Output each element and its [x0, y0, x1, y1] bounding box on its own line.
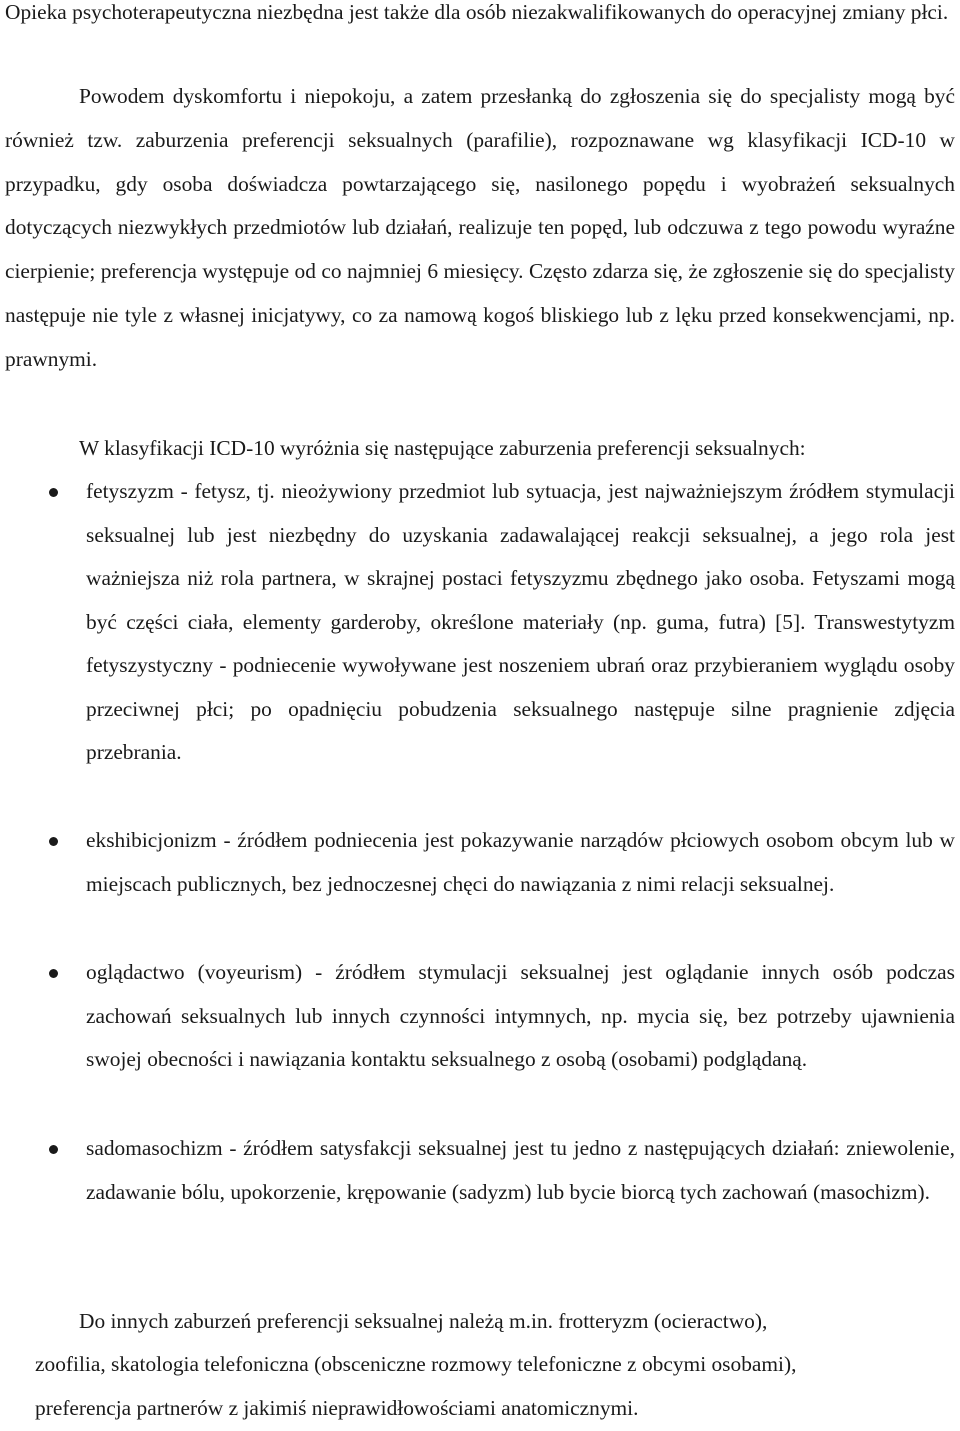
paragraph-other-disorders-line3: preferencja partnerów z jakimiś nieprawidłowościami anatomicznymi. — [35, 1396, 639, 1420]
list-item-fetyszyzm — [86, 470, 955, 775]
list-item-text: ekshibicjonizm - źródłem podniecenia jest pokazywanie narządów płciowych osobom obcym lub w miejscach publicznych, bez jednoczesnej chęci do nawiązania z nimi relacji seksualnej. — [86, 828, 955, 896]
paragraph-parafilie — [5, 75, 955, 382]
list-item-ogladactwo — [86, 951, 955, 1082]
paragraph-other-disorders-line1: Do innych zaburzeń preferencji seksualnej należą m.in. frotteryzm (ocieractwo), — [79, 1309, 768, 1333]
list-item-ekshibicjonizm — [86, 819, 955, 906]
paragraph-icd-intro: W klasyfikacji ICD-10 wyróżnia się następujące zaburzenia preferencji seksualnych: — [79, 436, 806, 460]
bullet-icon — [49, 488, 58, 497]
paragraph-parafilie-text: Powodem dyskomfortu i niepokoju, a zatem przesłanką do zgłoszenia się do specjalisty mogą być również tzw. zaburzenia preferencji seksualnych (parafilie), rozpoznawane wg klasyfikacji ICD-10 w przypadku, gdy osoba doświadcza powtarzającego się, nasilonego popędu i wyobrażeń seksualnych dotyczących niezwykłych przedmiotów lub działań, realizuje ten popęd, lub odczuwa z tego powodu wyraźne cierpienie; preferencja występuje od co najmniej 6 miesięcy. Często zdarza się, że zgłoszenie się do specjalisty następuje nie tyle z własnej inicjatywy, co za namową kogoś bliskiego lub z lęku przed konsekwencjami, np. prawnymi. — [5, 84, 955, 371]
bullet-icon — [49, 969, 58, 978]
list-item-text: oglądactwo (voyeurism) - źródłem stymulacji seksualnej jest oglądanie innych osób podczas zachowań seksualnych lub innych czynności intymnych, np. mycia się, bez potrzeby ujawnienia swojej obecności i nawiązania kontaktu seksualnego z osobą (osobami) podglądaną. — [86, 960, 955, 1071]
paragraph-other-disorders-line2: zoofilia, skatologia telefoniczna (obsceniczne rozmowy telefoniczne z obcymi osobami), — [35, 1352, 797, 1376]
bullet-icon — [49, 837, 58, 846]
list-item-sadomasochizm — [86, 1127, 955, 1214]
list-item-text: fetyszyzm - fetysz, tj. nieożywiony przedmiot lub sytuacja, jest najważniejszym źródłem stymulacji seksualnej lub jest niezbędny do uzyskania zadawalającej reakcji seksualnej, a jego rola jest ważniejsza niż rola partnera, w skrajnej postaci fetyszyzmu zbędnego jako osoba. Fetyszami mogą być części ciała, elementy garderoby, określone materiały (np. guma, futra) [5]. Transwestytyzm fetyszystyczny - podniecenie wywoływane jest noszeniem ubrań oraz przybieraniem wyglądu osoby przeciwnej płci; po opadnięciu pobudzenia seksualnego następuje silne pragnienie zdjęcia przebrania. — [86, 479, 955, 764]
bullet-icon — [49, 1145, 58, 1154]
list-item-text: sadomasochizm - źródłem satysfakcji seksualnej jest tu jedno z następujących działań: zniewolenie, zadawanie bólu, upokorzenie, krępowanie (sadyzm) lub bycie biorcą tych zachowań (masochizm). — [86, 1136, 955, 1204]
paragraph-intro: Opieka psychoterapeutyczna niezbędna jest także dla osób niezakwalifikowanych do operacyjnej zmiany płci. — [5, 0, 949, 24]
